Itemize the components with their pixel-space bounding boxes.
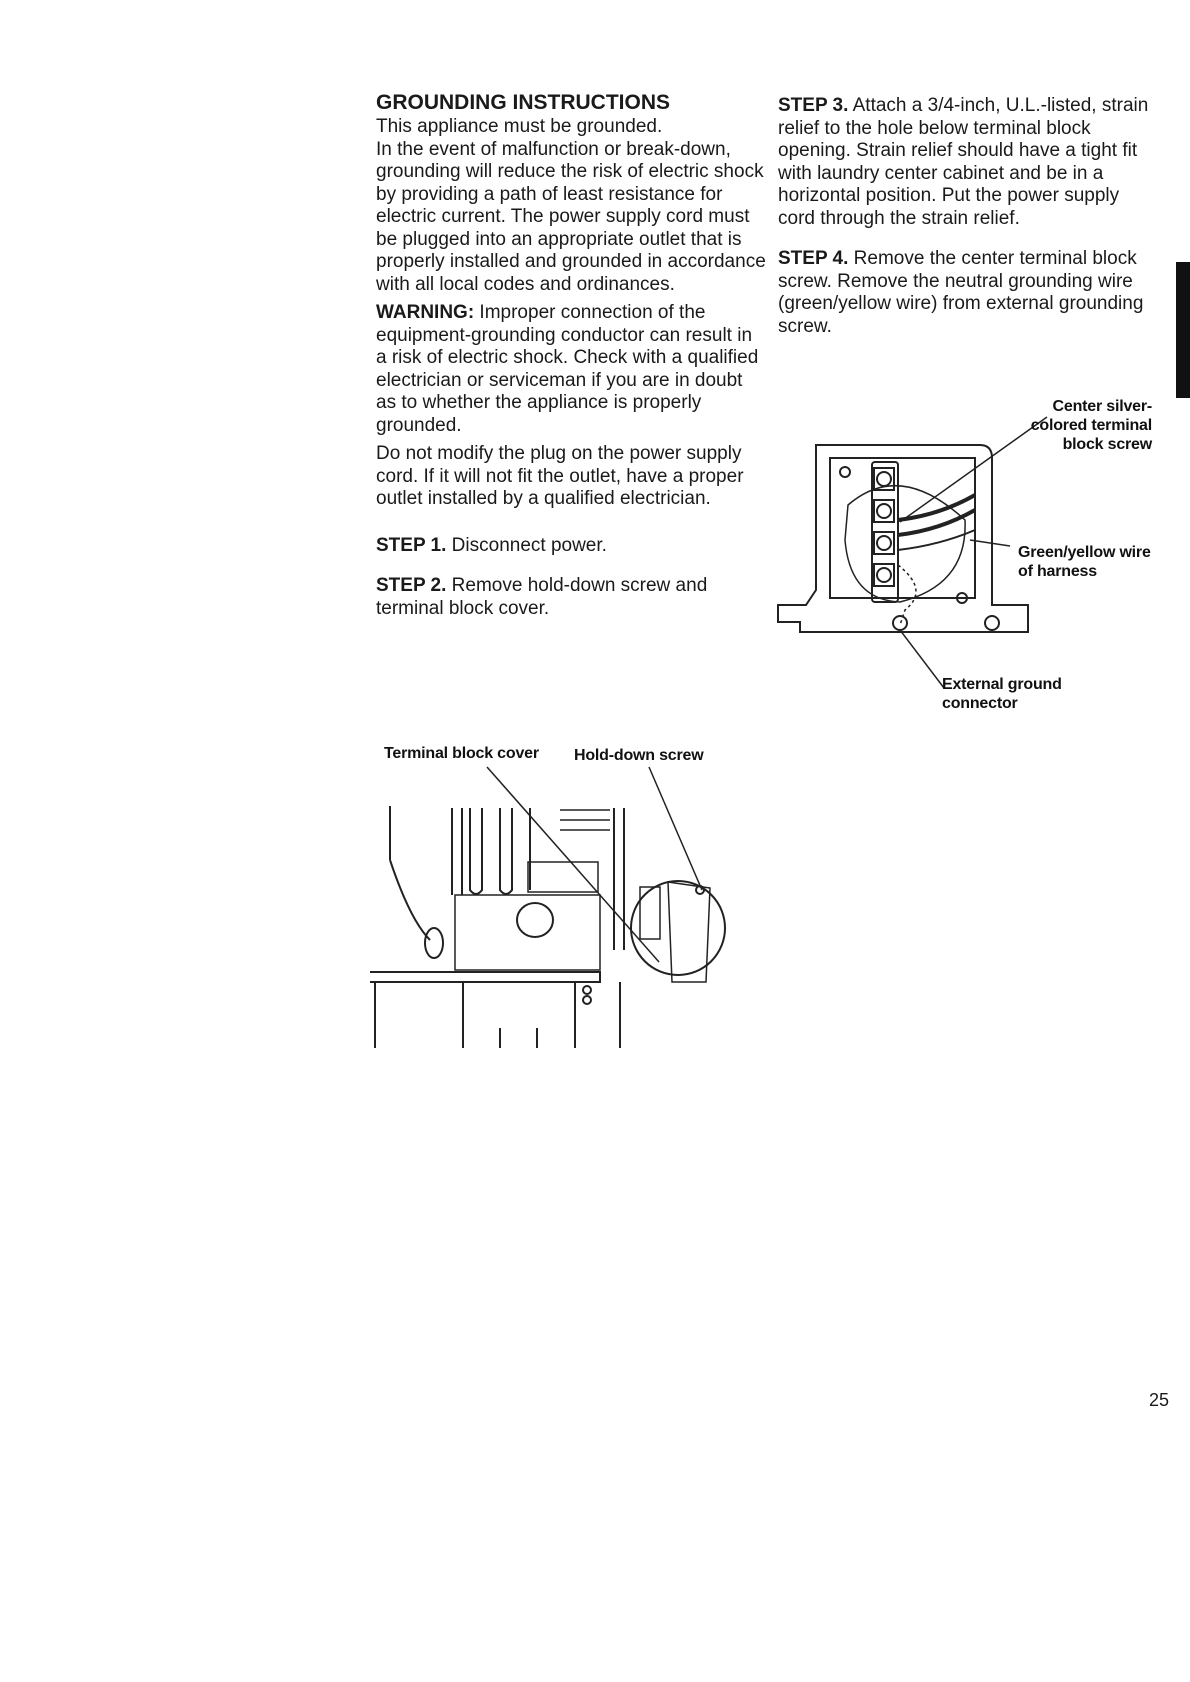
step-2-text: Remove hold-down screw and terminal block cover. bbox=[376, 575, 708, 619]
grounding-required-text: This appliance must be grounded. bbox=[376, 116, 663, 137]
warning-lead: WARNING: bbox=[376, 302, 475, 323]
page-number: 25 bbox=[1149, 1390, 1170, 1410]
label-hold-down-screw: Hold-down screw bbox=[574, 747, 704, 764]
label-center-screw: Center silver-colored terminal block screw bbox=[1030, 398, 1152, 453]
step-1-lead: STEP 1. bbox=[376, 534, 447, 556]
plug-paragraph: Do not modify the plug on the power supply cord. If it will not fit the outlet, have a proper outlet installed by a qualified electrician. bbox=[376, 443, 744, 509]
step-4-text: Remove the center terminal block screw. Remove the neutral grounding wire (green/yellow wire) from external grounding screw. bbox=[778, 248, 1144, 337]
label-green-wire: Green/yellow wire of harness bbox=[1018, 544, 1151, 580]
step-1-text: Disconnect power. bbox=[446, 534, 607, 556]
label-terminal-cover: Terminal block cover bbox=[384, 745, 539, 762]
step-3-text: Attach a 3/4-inch, U.L.-listed, strain relief to the hole below terminal block opening. Strain relief should have a tight fit with laundry center cabinet and be in a horizontal position. Put the power supply cord through the strain relief. bbox=[778, 95, 1149, 229]
label-external-ground: External ground connector bbox=[942, 676, 1062, 712]
step-2-lead: STEP 2. bbox=[376, 575, 447, 596]
section-heading: GROUNDING INSTRUCTIONS bbox=[376, 91, 670, 114]
step-4-lead: STEP 4. bbox=[778, 248, 849, 269]
pointer-screw bbox=[649, 767, 702, 890]
warning-text: Improper connection of the equipment-grounding conductor can result in a risk of electric shock. Check with a qualified electrician or serviceman if you are in doubt as to whether the appliance is properly grounded. bbox=[376, 302, 759, 436]
step-3-lead: STEP 3. bbox=[778, 95, 849, 116]
grounding-explanation: In the event of malfunction or break-down, grounding will reduce the risk of electric shock by providing a path of least resistance for electric current. The power supply cord must be plugged into an appropriate outlet that is properly installed and grounded in accordance with all local codes and ordinances. bbox=[376, 138, 766, 295]
detail-magnifier bbox=[631, 881, 725, 975]
